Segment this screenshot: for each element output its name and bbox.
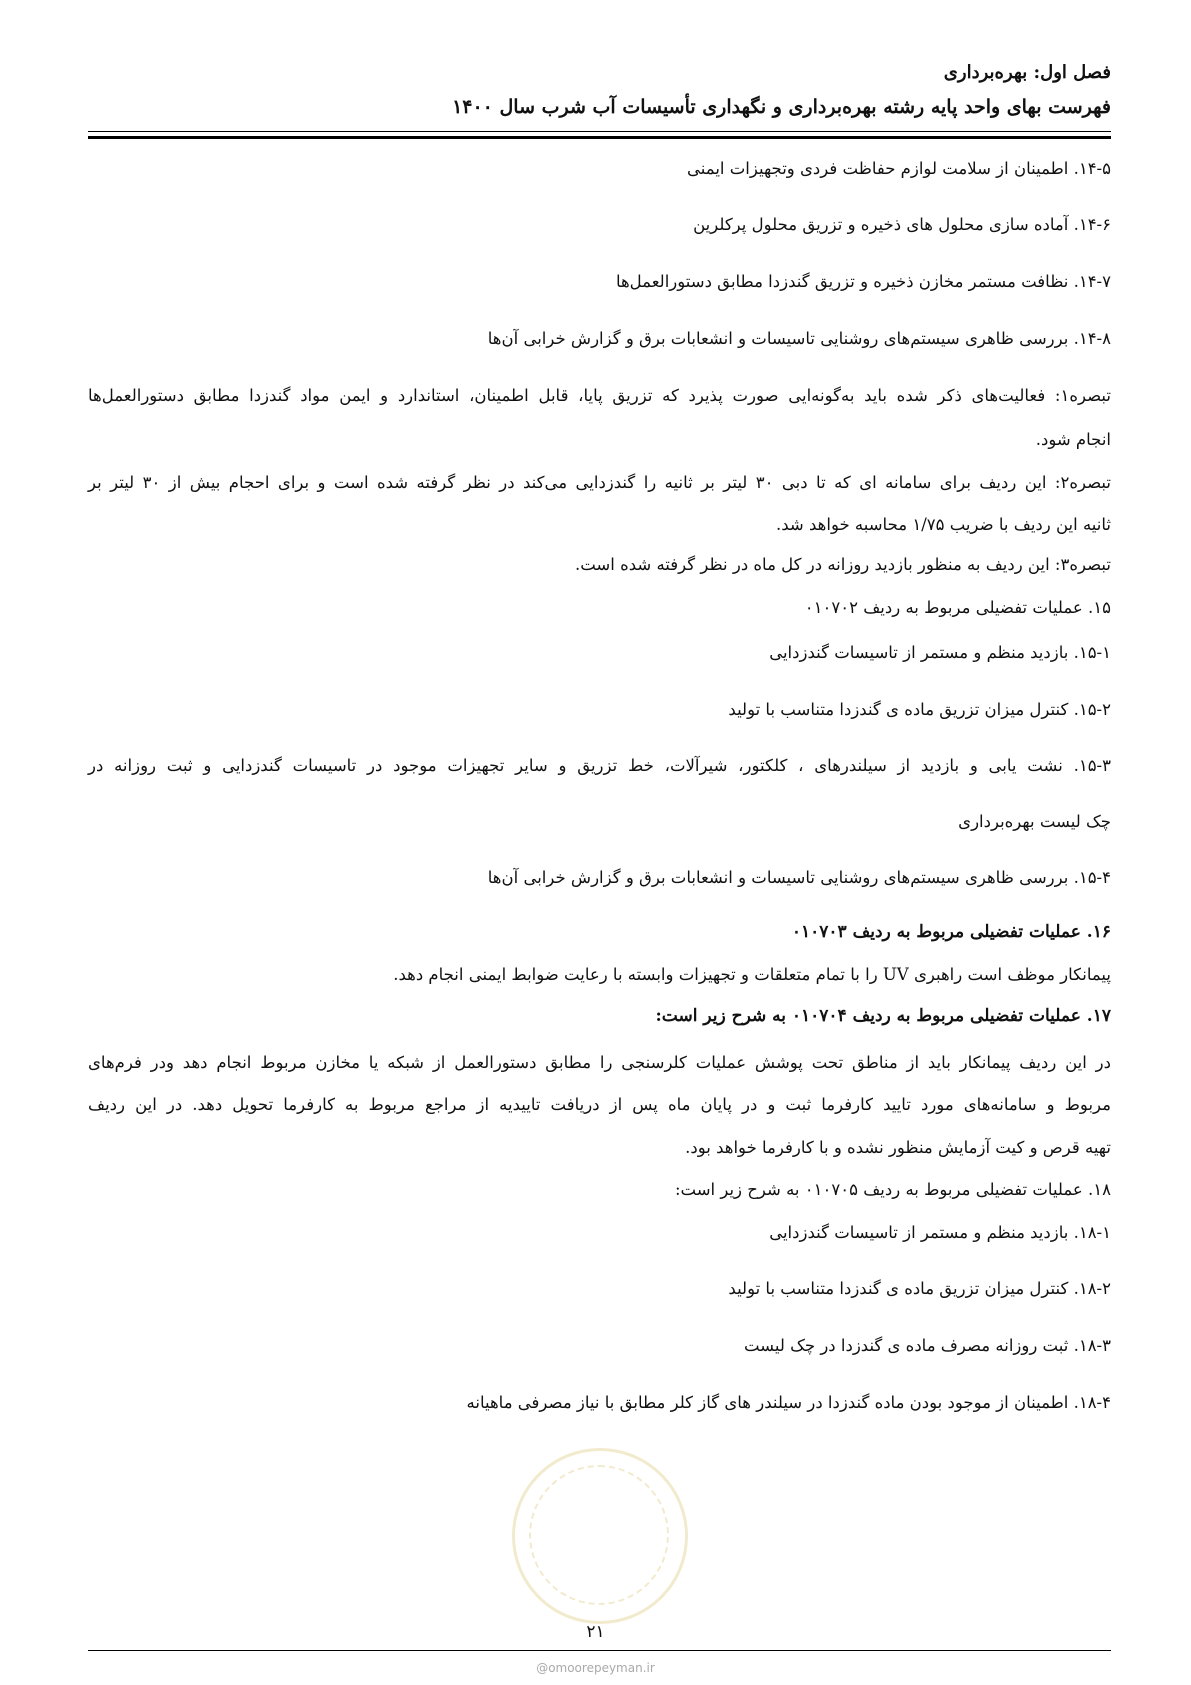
header-rule-thick [88, 136, 1111, 139]
item-14-7: ۱۴-۷. نظافت مستمر مخازن ذخیره و تزریق گندزدا مطابق دستورالعمل‌ها [615, 272, 1111, 291]
note-2-line-2: ثانیه این ردیف با ضریب ۱/۷۵ محاسبه خواهد شد. [776, 515, 1111, 534]
note-1-line-1: تبصره۱: فعالیت‌های ذکر شده باید به‌گونه‌ایی صورت پذیرد که تزریق پایا، قابل اطمینان، استاندارد و ایمن مواد گندزدا مطابق دستورالعمل‌ها [88, 386, 1111, 405]
item-18-1: ۱۸-۱. بازدید منظم و مستمر از تاسیسات گندزدایی [769, 1223, 1111, 1242]
page-number: ۲۱ [586, 1622, 605, 1642]
item-17-text-line-3: تهیه قرص و کیت آزمایش منظور نشده و با کارفرما خواهد بود. [685, 1138, 1111, 1157]
header-rule-thin [88, 131, 1111, 132]
footer-rule [88, 1650, 1111, 1651]
item-15-4: ۱۵-۴. بررسی ظاهری سیستم‌های روشنایی تاسیسات و انشعابات برق و گزارش خرابی آن‌ها [487, 868, 1111, 887]
watermark-seal-icon [512, 1448, 688, 1624]
watermark-text: @omoorepeyman.ir [536, 1661, 655, 1675]
item-15: ۱۵. عملیات تفضیلی مربوط به ردیف ۰۱۰۷۰۲ [804, 598, 1111, 617]
chapter-title: فصل اول: بهره‌برداری [943, 62, 1111, 83]
document-title: فهرست بهای واحد پایه رشته بهره‌برداری و نگهداری تأسیسات آب شرب سال ۱۴۰۰ [452, 96, 1111, 118]
item-15-2: ۱۵-۲. کنترل میزان تزریق ماده ی گندزدا متناسب با تولید [728, 700, 1111, 719]
item-15-1: ۱۵-۱. بازدید منظم و مستمر از تاسیسات گندزدایی [769, 643, 1111, 662]
item-15-3-line-1: ۱۵-۳. نشت یابی و بازدید از سیلندرهای ، کلکتور، شیرآلات، خط تزریق و سایر تجهیزات موجود در تاسیسات گندزدایی و ثبت روزانه در [88, 756, 1111, 775]
item-14-8: ۱۴-۸. بررسی ظاهری سیستم‌های روشنایی تاسیسات و انشعابات برق و گزارش خرابی آن‌ها [487, 329, 1111, 348]
item-14-6: ۱۴-۶. آماده سازی محلول های ذخیره و تزریق محلول پرکلرین [693, 215, 1111, 234]
note-3: تبصره۳: این ردیف به منظور بازدید روزانه در کل ماه در نظر گرفته شده است. [574, 555, 1111, 574]
note-2-line-1: تبصره۲: این ردیف برای سامانه ای که تا دبی ۳۰ لیتر بر ثانیه را گندزدایی می‌کند در نظر گرفته شده است و برای احجام بیش از ۳۰ لیتر بر [88, 473, 1111, 492]
item-17-text-line-1: در این ردیف پیمانکار باید از مناطق تحت پوشش عملیات کلرسنجی را مطابق دستورالعمل از شبکه یا مخازن مربوط انجام دهد ودر فرم‌های [88, 1053, 1111, 1072]
item-17-heading: ۱۷. عملیات تفضیلی مربوط به ردیف ۰۱۰۷۰۴ به شرح زیر است: [655, 1006, 1111, 1026]
item-15-3-line-2: چک لیست بهره‌برداری [958, 812, 1111, 831]
item-18-3: ۱۸-۳. ثبت روزانه مصرف ماده ی گندزدا در چک لیست [743, 1336, 1111, 1355]
item-18-4: ۱۸-۴. اطمینان از موجود بودن ماده گندزدا در سیلندر های گاز کلر مطابق با نیاز مصرفی ماهیانه [466, 1393, 1111, 1412]
item-16-text: پیمانکار موظف است راهبری UV را با تمام متعلقات و تجهیزات وابسته با رعایت ضوابط ایمنی انجام دهد. [393, 965, 1111, 984]
item-18-2: ۱۸-۲. کنترل میزان تزریق ماده ی گندزدا متناسب با تولید [728, 1279, 1111, 1298]
item-16-heading: ۱۶. عملیات تفضیلی مربوط به ردیف ۰۱۰۷۰۳ [791, 922, 1111, 942]
item-17-text-line-2: مربوط و سامانه‌های مورد تایید کارفرما ثبت و در پایان ماه پس از دریافت تاییدیه از مراجع مربوط به کارفرما تحویل دهد. در این ردیف [88, 1095, 1111, 1114]
item-18: ۱۸. عملیات تفضیلی مربوط به ردیف ۰۱۰۷۰۵ به شرح زیر است: [674, 1180, 1111, 1199]
item-14-5: ۱۴-۵. اطمینان از سلامت لوازم حفاظت فردی وتجهیزات ایمنی [687, 159, 1111, 178]
note-1-line-2: انجام شود. [1035, 430, 1111, 449]
